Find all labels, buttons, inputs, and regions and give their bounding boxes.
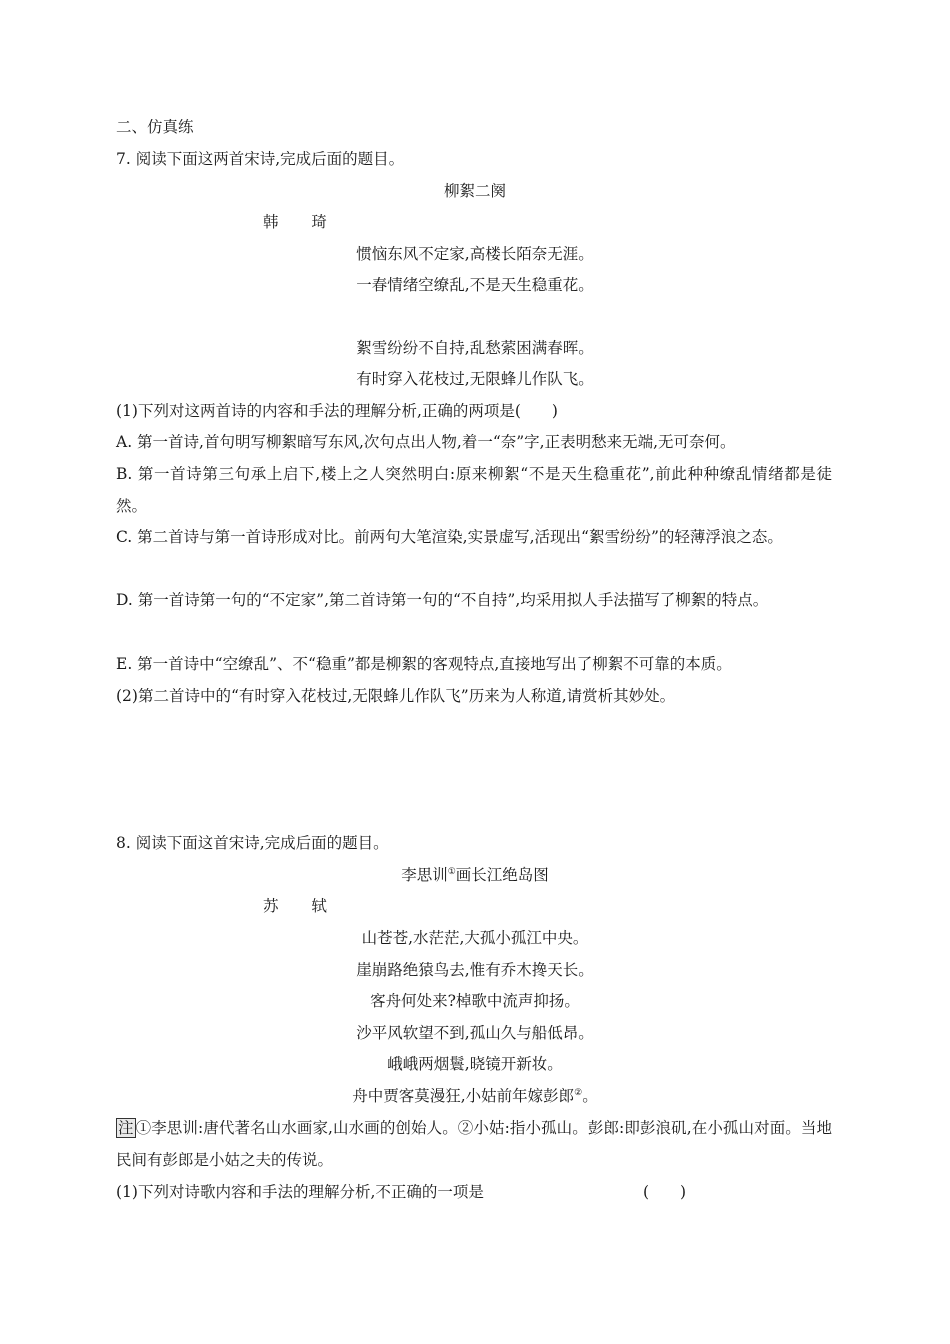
note-label: 注 [118, 1119, 134, 1137]
note-text: ①李思训:唐代著名山水画家,山水画的创始人。②小姑:指小孤山。彭郎:即彭浪矶,在小孤山对面。当地民间有彭郎是小姑之夫的传说。 [116, 1119, 832, 1169]
q8-poem-line-6 [0, 1086, 950, 1106]
q8-note [116, 1112, 832, 1176]
q7-option-c: C. 第二首诗与第一首诗形成对比。前两句大笔渲染,实景虚写,活现出“絮雪纷纷”的轻薄浮浪之态。 [116, 528, 783, 546]
q7-prompt: 7. 阅读下面这两首宋诗,完成后面的题目。 [116, 150, 405, 168]
q7-poem1-line-1: 惯恼东风不定家,高楼长陌奈无涯。 [356, 245, 594, 263]
q7-poem-title: 柳絮二阕 [443, 182, 506, 200]
q8-poem-line-5: 峨峨两烟鬟,晓镜开新妆。 [387, 1055, 563, 1073]
q7-option-a: A. 第一首诗,首句明写柳絮暗写东风,次句点出人物,着一“奈”字,正表明愁来无端,无可奈何。 [116, 433, 736, 451]
q8-poem-title [0, 865, 950, 885]
q8-poem-author: 苏 轼 [263, 897, 341, 915]
q7-option-e: E. 第一首诗中“空缭乱”、不“稳重”都是柳絮的客观特点,直接地写出了柳絮不可靠的本质。 [116, 655, 732, 673]
q7-sub1: (1)下列对这两首诗的内容和手法的理解分析,正确的两项是( ) [116, 402, 558, 420]
q7-sub2: (2)第二首诗中的“有时穿入花枝过,无限蜂儿作队飞”历来为人称道,请赏析其妙处。 [116, 687, 676, 705]
q8-poem-line-1: 山苍苍,水茫茫,大孤小孤江中央。 [361, 929, 589, 947]
q8-poem-line-6-end: 。 [582, 1087, 598, 1105]
q7-poem2-line-1: 絮雪纷纷不自持,乱愁萦困满春晖。 [356, 339, 594, 357]
q7-option-d: D. 第一首诗第一句的“不定家”,第二首诗第一句的“不自持”,均采用拟人手法描写了柳絮的特点。 [116, 591, 769, 609]
q8-poem-title-rest: 画长江绝岛图 [455, 866, 549, 884]
q8-sub1-answer-paren: ( ) [643, 1183, 687, 1201]
section-title: 二、仿真练 [116, 118, 194, 136]
q8-poem-line-4: 沙平风软望不到,孤山久与船低昂。 [356, 1024, 594, 1042]
q8-footnote-mark-1: ① [447, 866, 456, 877]
q7-poem1-line-2: 一春情绪空缭乱,不是天生稳重花。 [356, 276, 594, 294]
q8-sub1: (1)下列对诗歌内容和手法的理解分析,不正确的一项是 [116, 1183, 484, 1201]
q7-poem-author: 韩 琦 [263, 213, 341, 231]
q8-poem-title-main: 李思训 [401, 866, 448, 884]
q8-poem-line-2: 崖崩路绝猿鸟去,惟有乔木搀天长。 [356, 961, 594, 979]
q7-poem2-line-2: 有时穿入花枝过,无限蜂儿作队飞。 [356, 370, 594, 388]
q7-option-b: B. 第一首诗第三句承上启下,楼上之人突然明白:原来柳絮“不是天生稳重花”,前此种种缭乱情绪都是徒然。 [116, 465, 832, 515]
q8-poem-line-6-main: 舟中贾客莫漫狂,小姑前年嫁彭郎 [352, 1087, 575, 1105]
q8-footnote-mark-2: ② [574, 1087, 583, 1098]
q8-poem-line-3: 客舟何处来?棹歌中流声抑扬。 [370, 992, 580, 1010]
q8-prompt: 8. 阅读下面这首宋诗,完成后面的题目。 [116, 834, 389, 852]
